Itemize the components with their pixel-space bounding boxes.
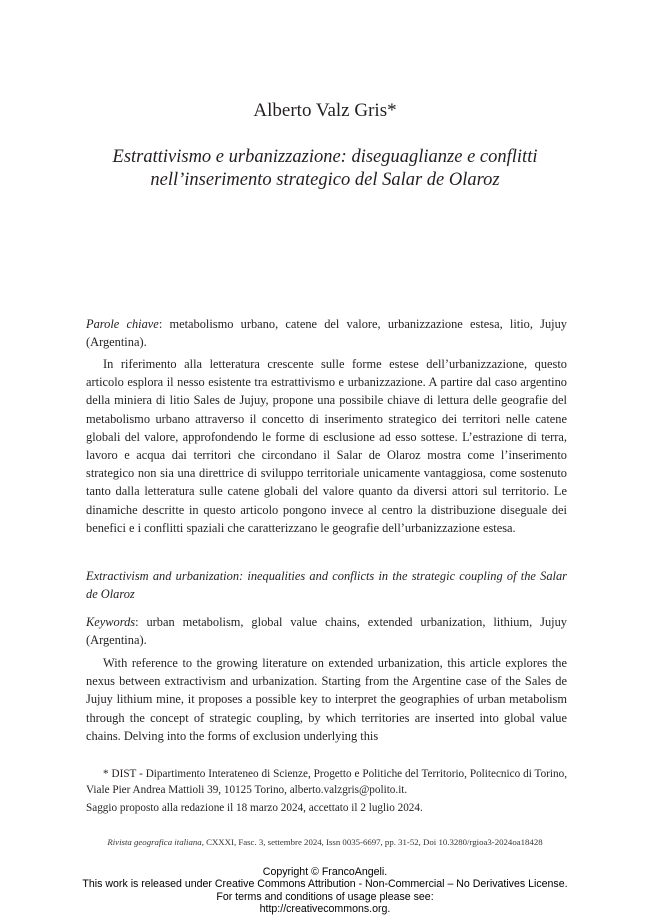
copyright-line-2: This work is released under Creative Commons Attribution - Non-Commercial – No Derivatives License. bbox=[82, 878, 568, 891]
english-title: Extractivism and urbanization: inequalities and conflicts in the strategic coupling of the Salar de Olaroz bbox=[86, 569, 567, 602]
english-keywords bbox=[86, 613, 567, 649]
author-name: Alberto Valz Gris* bbox=[253, 100, 397, 121]
italian-abstract bbox=[86, 355, 567, 537]
article-title-line-1: Estrattivismo e urbanizzazione: diseguaglianze e conflitti bbox=[112, 147, 538, 167]
journal-name: Rivista geografica italiana bbox=[107, 837, 202, 847]
article-title-line-2: nell’inserimento strategico del Salar de Olaroz bbox=[150, 170, 500, 190]
journal-citation bbox=[0, 837, 650, 847]
copyright-line-1: Copyright © FrancoAngeli. bbox=[262, 866, 388, 878]
italian-keywords-label: Parole chiave bbox=[86, 317, 159, 331]
footnote-affiliation: * DIST - Dipartimento Interateneo di Scienze, Progetto e Politiche del Territorio, Politecnico di Torino, Viale Pier Andrea Mattioli 39, 10125 Torino, alberto.valzgris@polito.it. bbox=[86, 768, 567, 797]
italian-keywords bbox=[86, 315, 567, 351]
english-abstract bbox=[86, 654, 567, 745]
italian-abstract-text: In riferimento alla letteratura crescente sulle forme estese dell’urbanizzazione, questo articolo esplora il nesso esistente tra estrattivismo e urbanizzazione. A partire dal caso argentino della miniera di litio Sales de Jujuy, propone una possibile chiave di lettura delle geografie del metabolismo urbano attraverso il concetto di inserimento strategico dei territori nelle catene globali del valore, approfondendo le forme di esclusione ad esso sottese. L’estrazione di terra, lavoro e acqua dai territori che circondano il Salar de Olaroz mostra come l’inserimento strategico non sia una direttrice di sviluppo territoriale unicamente vantaggiosa, come sostenuto tanto dalla letteratura sulle catene globali del valore quanto da diversi attori sul territorio. Le dinamiche descritte in questo articolo pongono invece al centro la distribuzione diseguale dei benefici e i conflitti spaziali che caratterizzano le geografie dell’urbanizzazione estesa. bbox=[86, 357, 567, 535]
italian-keywords-text: : metabolismo urbano, catene del valore, urbanizzazione estesa, litio, Jujuy (Argentina). bbox=[86, 317, 568, 350]
copyright-notice bbox=[0, 866, 650, 916]
footnote-divider bbox=[86, 757, 206, 758]
article-title bbox=[70, 146, 580, 192]
english-keywords-text: : urban metabolism, global value chains, extended urbanization, lithium, Jujuy (Argentina). bbox=[86, 615, 567, 648]
copyright-line-3: For terms and conditions of usage please see: bbox=[216, 890, 434, 903]
footnote-dates: Saggio proposto alla redazione il 18 marzo 2024, accettato il 2 luglio 2024. bbox=[86, 802, 423, 815]
copyright-link[interactable]: http://creativecommons.org. bbox=[259, 903, 391, 916]
journal-details: , CXXXI, Fasc. 3, settembre 2024, Issn 0035-6697, pp. 31-52, Doi 10.3280/rgioa3-2024oa18428 bbox=[201, 837, 543, 847]
english-abstract-text: With reference to the growing literature on extended urbanization, this article explores the nexus between extractivism and urbanization. Starting from the Argentine case of the Sales de Jujuy lithium mine, it proposes a possible key to interpret the geographies of urban metabolism through the concept of strategic coupling, by which territories are inserted into global value chains. Delving into the forms of exclusion underlying this bbox=[86, 656, 567, 743]
english-keywords-label: Keywords bbox=[86, 615, 136, 629]
footnote bbox=[86, 766, 567, 817]
